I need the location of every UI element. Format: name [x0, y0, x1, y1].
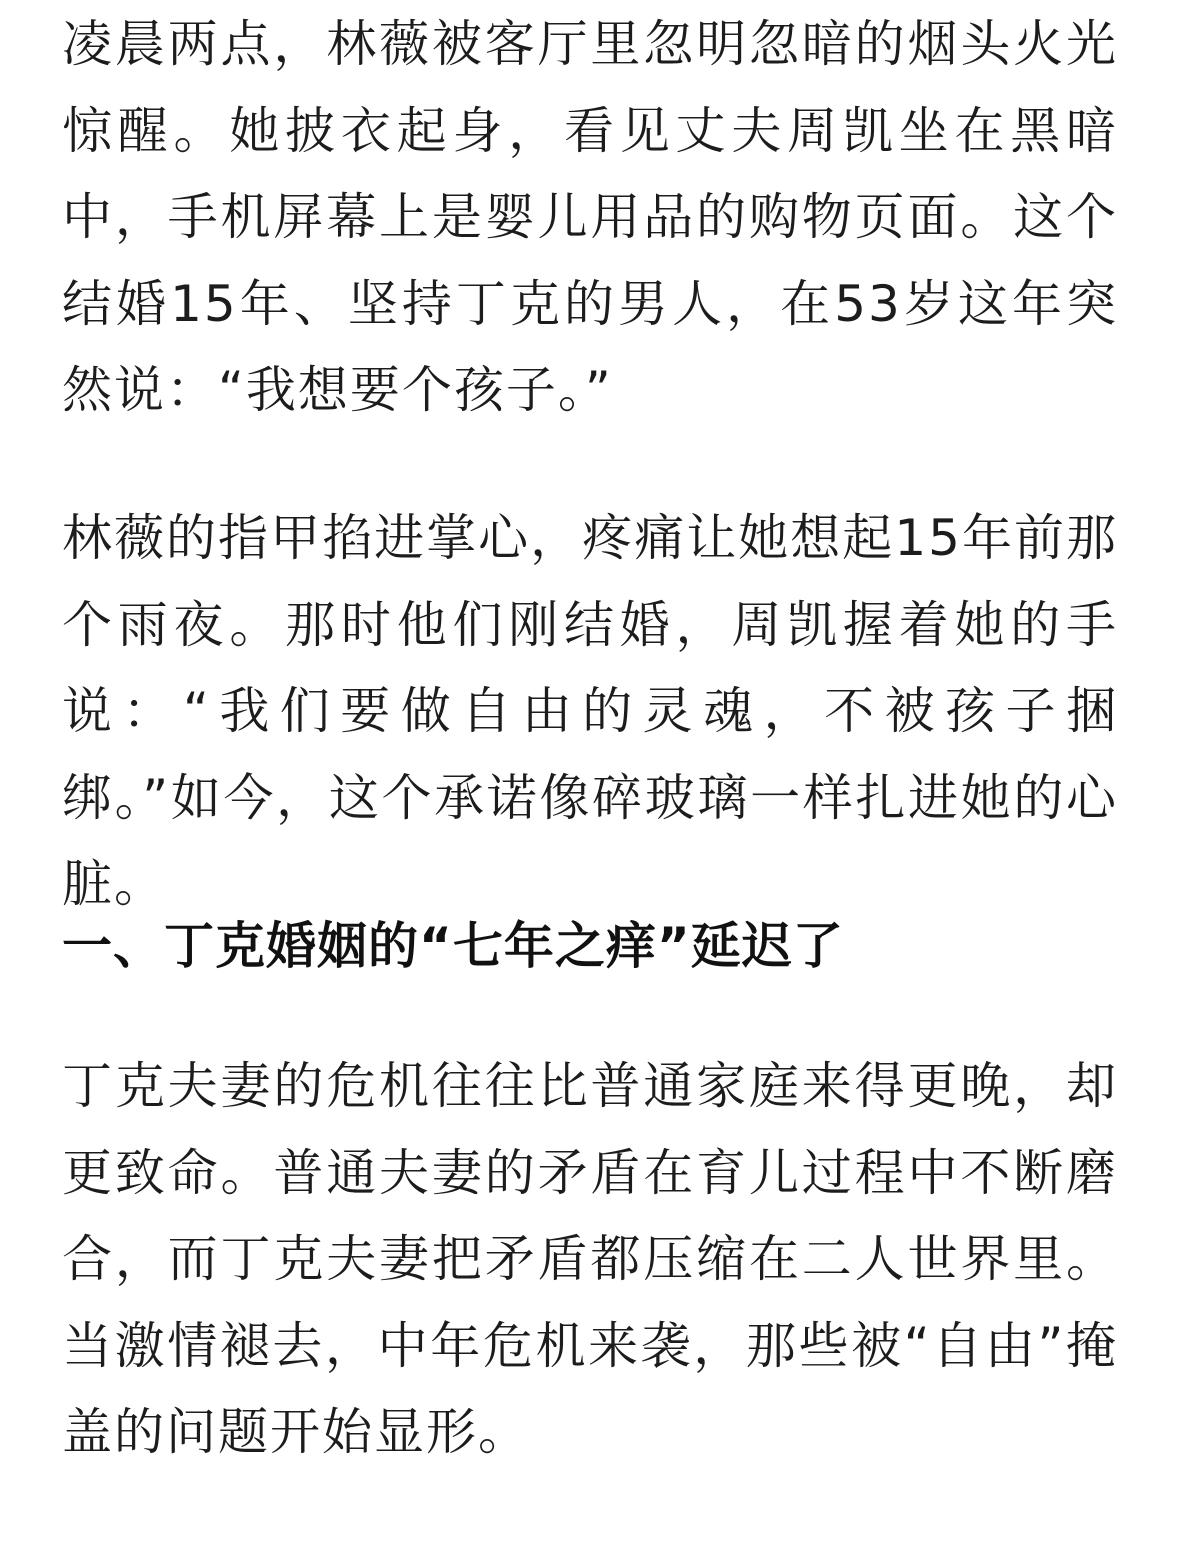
paragraph-opening: 凌晨两点，林薇被客厅里忽明忽暗的烟头火光惊醒。她披衣起身，看见丈夫周凯坐在黑暗中，手机屏幕上是婴儿用品的购物页面。这个结婚15年、坚持丁克的男人，在53岁这年突然说：“我想要个孩子。” [62, 15, 1118, 419]
section-heading: 一、丁克婚姻的“七年之痒”延迟了 [62, 917, 844, 975]
paragraph-section-1: 丁克夫妻的危机往往比普通家庭来得更晚，却更致命。普通夫妻的矛盾在育儿过程中不断磨合，而丁克夫妻把矛盾都压缩在二人世界里。当激情褪去，中年危机来袭，那些被“自由”掩盖的问题开始显形。 [62, 1057, 1118, 1461]
paragraph-memory: 林薇的指甲掐进掌心，疼痛让她想起15年前那个雨夜。那时他们刚结婚，周凯握着她的手说：“我们要做自由的灵魂，不被孩子捆绑。”如今，这个承诺像碎玻璃一样扎进她的心脏。 [62, 509, 1118, 913]
